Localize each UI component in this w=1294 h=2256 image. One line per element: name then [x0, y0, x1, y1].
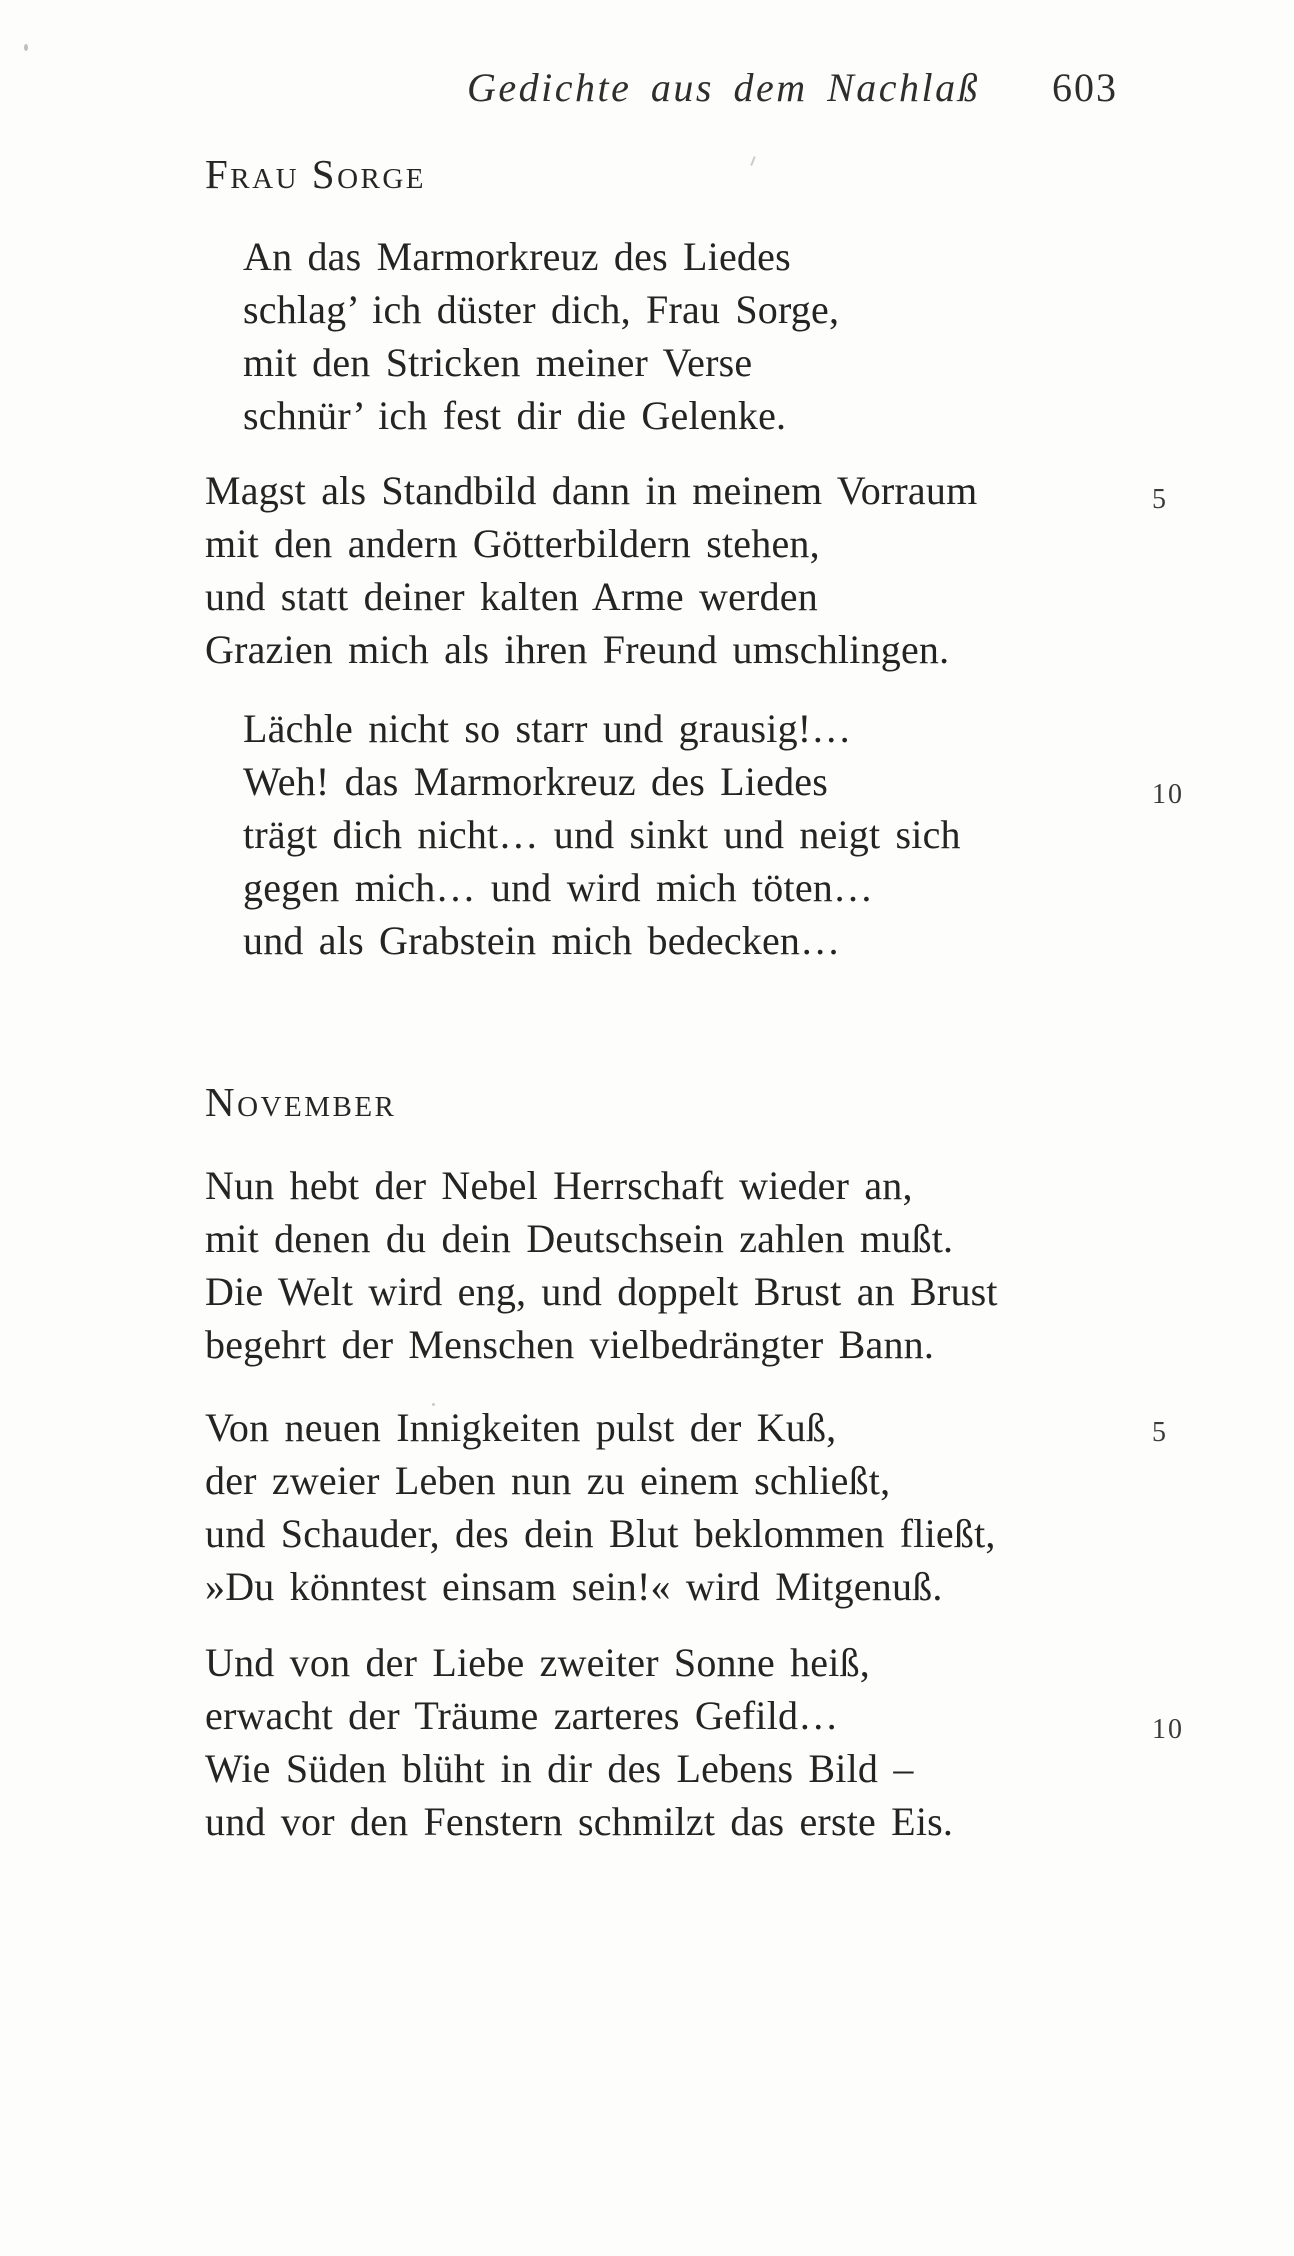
poem-line: Grazien mich als ihren Freund umschlingen.	[205, 627, 950, 672]
page-content	[205, 0, 1294, 1848]
stanza	[205, 702, 1294, 967]
poem-line: »Du könntest einsam sein!« wird Mitgenuß.	[205, 1564, 943, 1609]
poem-line-text: Magst als Standbild dann in meinem Vorraum	[205, 468, 978, 513]
poem-line-text: erwacht der Träume zarteres Gefild…	[205, 1693, 839, 1738]
stanza	[205, 1159, 1294, 1371]
stanza	[205, 230, 1294, 442]
poem-line	[243, 755, 1294, 808]
poem-line: und statt deiner kalten Arme werden	[205, 574, 818, 619]
poem-line: schlag’ ich düster dich, Frau Sorge,	[243, 287, 840, 332]
poem-line: und als Grabstein mich bedecken…	[243, 918, 841, 963]
poem-line: Wie Süden blüht in dir des Lebens Bild –	[205, 1746, 914, 1791]
poem-line: mit den Stricken meiner Verse	[243, 340, 753, 385]
poem-title-november: November	[205, 1079, 397, 1125]
stanza	[205, 1636, 1294, 1848]
poem-line: schnür’ ich fest dir die Gelenke.	[243, 393, 787, 438]
poem-line: der zweier Leben nun zu einem schließt,	[205, 1458, 891, 1503]
poem-line	[205, 1401, 1294, 1454]
poem-line	[205, 464, 1294, 517]
poem-line: begehrt der Menschen vielbedrängter Bann.	[205, 1322, 935, 1367]
poem-line-text: Von neuen Innigkeiten pulst der Kuß,	[205, 1405, 837, 1450]
verse-line-number: 10	[1152, 1714, 1184, 1745]
page-number: 603	[1052, 65, 1118, 110]
poem-line: mit denen du dein Deutschsein zahlen mußt.	[205, 1216, 954, 1261]
running-header: Gedichte aus dem Nachlaß	[467, 65, 981, 110]
verse-line-number: 10	[1152, 779, 1184, 810]
poem-line: gegen mich… und wird mich töten…	[243, 865, 874, 910]
poem-line-text: Weh! das Marmorkreuz des Liedes	[243, 759, 828, 804]
poem-line: trägt dich nicht… und sinkt und neigt sich	[243, 812, 961, 857]
scan-artifact	[432, 1403, 435, 1406]
verse-line-number: 5	[1152, 1417, 1168, 1448]
scan-artifact	[24, 44, 28, 51]
poem-line: und vor den Fenstern schmilzt das erste Eis.	[205, 1799, 954, 1844]
poem-line: mit den andern Götterbildern stehen,	[205, 521, 820, 566]
verse-line-number: 5	[1152, 484, 1168, 515]
poem-line: An das Marmorkreuz des Liedes	[243, 234, 791, 279]
stanza	[205, 464, 1294, 676]
poem-line: Nun hebt der Nebel Herrschaft wieder an,	[205, 1163, 913, 1208]
poem-line: Die Welt wird eng, und doppelt Brust an Brust	[205, 1269, 998, 1314]
poem-line: Und von der Liebe zweiter Sonne heiß,	[205, 1640, 870, 1685]
poem-line	[205, 1689, 1294, 1745]
poem-line: Lächle nicht so starr und grausig!…	[243, 706, 852, 751]
poem-line: und Schauder, des dein Blut beklommen fließt,	[205, 1511, 996, 1556]
stanza	[205, 1401, 1294, 1613]
poem-title-frau-sorge: Frau Sorge	[205, 151, 427, 197]
